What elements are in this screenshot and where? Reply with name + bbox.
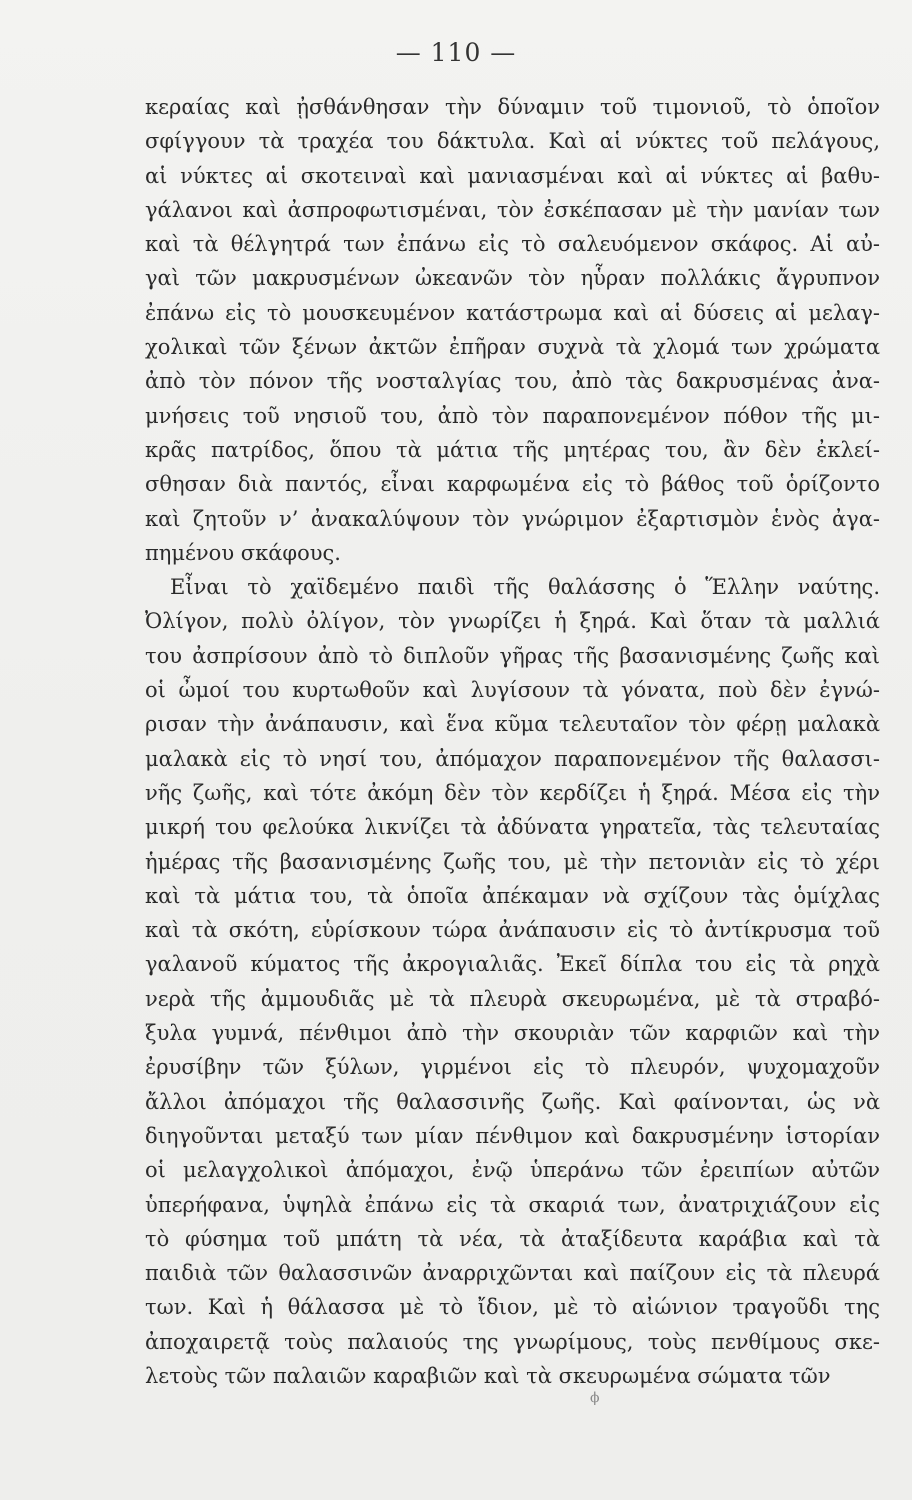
- text-line: ἡμέρας τῆς βασανισμένης ζωῆς του, μὲ τὴν πετονιὰν εἰς τὸ χέρι: [145, 849, 880, 874]
- text-line: μνήσεις τοῦ νησιοῦ του, ἀπὸ τὸν παραπονεμένον πόθον τῆς μι-: [145, 403, 880, 428]
- text-line: νερὰ τῆς ἀμμουδιᾶς μὲ τὰ πλευρὰ σκευρωμένα, μὲ τὰ στραβό-: [145, 986, 880, 1011]
- text-line: κεραίας καὶ ᾐσθάνθησαν τὴν δύναμιν τοῦ τιμονιοῦ, τὸ ὁποῖον: [145, 95, 880, 119]
- text-line: ἄλλοι ἀπόμαχοι τῆς θαλασσινῆς ζωῆς. Καὶ φαίνονται, ὡς νὰ: [145, 1089, 880, 1114]
- text-line: ἀποχαιρετᾷ τοὺς παλαιούς της γνωρίμους, τοὺς πενθίμους σκε-: [145, 1329, 880, 1354]
- text-line: γαὶ τῶν μακρυσμένων ὠκεανῶν τὸν ηὗραν πολλάκις ἄγρυπνον: [145, 266, 880, 291]
- text-line: καὶ ζητοῦν ν’ ἀνακαλύψουν τὸν γνώριμον ἐξαρτισμὸν ἑνὸς ἀγα-: [145, 506, 880, 531]
- text-line: Ὀλίγον, πολὺ ὀλίγον, τὸν γνωρίζει ἡ ξηρά. Καὶ ὅταν τὰ μαλλιά: [145, 609, 880, 634]
- text-line: του ἀσπρίσουν ἀπὸ τὸ διπλοῦν γῆρας τῆς βασανισμένης ζωῆς καὶ: [145, 643, 880, 668]
- text-line: νῆς ζωῆς, καὶ τότε ἀκόμη δὲν τὸν κερδίζει ἡ ξηρά. Μέσα εἰς τὴν: [145, 780, 880, 805]
- text-line: καὶ τὰ σκότη, εὑρίσκουν τώρα ἀνάπαυσιν εἰς τὸ ἀντίκρυσμα τοῦ: [145, 918, 880, 943]
- text-line: καὶ τὰ θέλγητρά των ἐπάνω εἰς τὸ σαλευόμενον σκάφος. Αἱ αὐ-: [145, 232, 880, 257]
- text-line: των. Καὶ ἡ θάλασσα μὲ τὸ ἴδιον, μὲ τὸ αἰώνιον τραγοῦδι της: [145, 1295, 880, 1320]
- body-text: [145, 90, 880, 1393]
- text-line: οἱ ὦμοί του κυρτωθοῦν καὶ λυγίσουν τὰ γόνατα, ποὺ δὲν ἐγνώ-: [145, 678, 880, 703]
- text-line: σφίγγουν τὰ τραχέα του δάκτυλα. Καὶ αἱ νύκτες τοῦ πελάγους,: [145, 129, 880, 154]
- text-line: μικρή του φελούκα λικνίζει τὰ ἀδύνατα γηρατεῖα, τὰς τελευταίας: [145, 815, 880, 840]
- text-line: γαλανοῦ κύματος τῆς ἀκρογιαλιᾶς. Ἐκεῖ δίπλα του εἰς τὰ ρηχὰ: [145, 952, 880, 977]
- text-line: Εἶναι τὸ χαϊδεμένο παιδὶ τῆς θαλάσσης ὁ Ἕλλην ναύτης.: [170, 575, 880, 600]
- text-line: γάλανοι καὶ ἀσπροφωτισμέναι, τὸν ἐσκέπασαν μὲ τὴν μανίαν των: [145, 197, 880, 222]
- text-line: σθησαν διὰ παντός, εἶναι καρφωμένα εἰς τὸ βάθος τοῦ ὁρίζοντο: [145, 472, 880, 497]
- text-line: πημένου σκάφους.: [145, 540, 341, 565]
- text-line: λετοὺς τῶν παλαιῶν καραβιῶν καὶ τὰ σκευρωμένα σώματα τῶν: [145, 1363, 831, 1388]
- text-line: ξυλα γυμνά, πένθιμοι ἀπὸ τὴν σκουριὰν τῶν καρφιῶν καὶ τὴν: [145, 1021, 880, 1046]
- text-line: διηγοῦνται μεταξύ των μίαν πένθιμον καὶ δακρυσμένην ἱστορίαν: [145, 1123, 880, 1148]
- ink-mark: ϕ: [590, 1390, 600, 1406]
- page-number: — 110 —: [395, 38, 517, 67]
- text-line: ἐπάνω εἰς τὸ μουσκευμένον κατάστρωμα καὶ αἱ δύσεις αἱ μελαγ-: [145, 300, 880, 325]
- text-line: κρᾶς πατρίδος, ὅπου τὰ μάτια τῆς μητέρας του, ἂν δὲν ἐκλεί-: [145, 437, 880, 462]
- text-line: μαλακὰ εἰς τὸ νησί του, ἀπόμαχον παραπονεμένον τῆς θαλασσι-: [145, 746, 880, 771]
- text-line: παιδιὰ τῶν θαλασσινῶν ἀναρριχῶνται καὶ παίζουν εἰς τὰ πλευρά: [145, 1261, 880, 1286]
- text-line: ἀπὸ τὸν πόνον τῆς νοσταλγίας του, ἀπὸ τὰς δακρυσμένας ἀνα-: [145, 369, 880, 394]
- text-line: ἐρυσίβην τῶν ξύλων, γιρμένοι εἰς τὸ πλευρόν, ψυχομαχοῦν: [145, 1055, 880, 1080]
- text-line: ρισαν τὴν ἀνάπαυσιν, καὶ ἕνα κῦμα τελευταῖον τὸν φέρῃ μαλακὰ: [145, 712, 880, 737]
- text-line: αἱ νύκτες αἱ σκοτειναὶ καὶ μανιασμέναι καὶ αἱ νύκτες αἱ βαθυ-: [145, 163, 880, 188]
- text-line: ὑπερήφανα, ὑψηλὰ ἐπάνω εἰς τὰ σκαριά των, ἀνατριχιάζουν εἰς: [145, 1192, 880, 1217]
- text-line: χολικαὶ τῶν ξένων ἀκτῶν ἐπῆραν συχνὰ τὰ χλομά των χρώματα: [145, 335, 880, 360]
- text-line: τὸ φύσημα τοῦ μπάτη τὰ νέα, τὰ ἀταξίδευτα καράβια καὶ τὰ: [145, 1226, 880, 1251]
- text-line: καὶ τὰ μάτια του, τὰ ὁποῖα ἀπέκαμαν νὰ σχίζουν τὰς ὁμίχλας: [145, 883, 880, 908]
- text-line: οἱ μελαγχολικοὶ ἀπόμαχοι, ἐνῷ ὑπεράνω τῶν ἐρειπίων αὐτῶν: [145, 1158, 880, 1183]
